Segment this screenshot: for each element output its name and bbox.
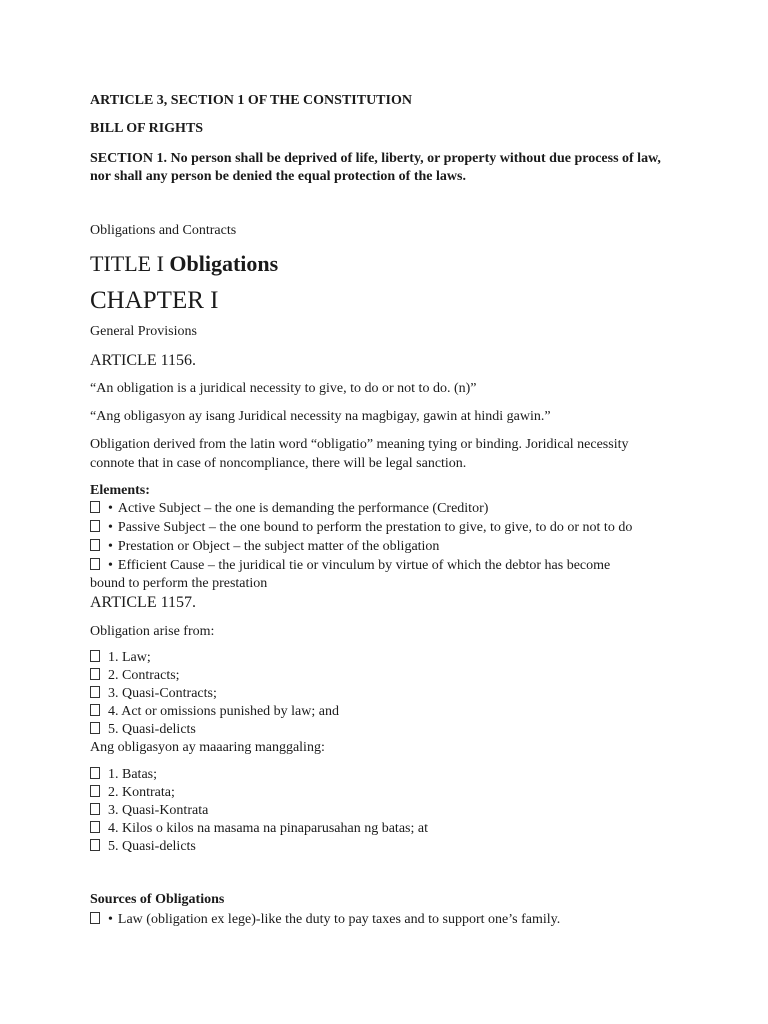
source-tl-item: [90, 820, 428, 838]
source-en-item: [90, 721, 196, 739]
missing-glyph-icon: [90, 501, 100, 513]
missing-glyph-icon: [90, 650, 100, 662]
missing-glyph-icon: [90, 520, 100, 532]
bullet-icon: •: [108, 558, 113, 573]
bullet-icon: •: [108, 520, 113, 535]
element-text: Active Subject – the one is demanding the performance (Creditor): [117, 501, 489, 516]
source-text: 1. Batas;: [108, 767, 157, 782]
source-text: 4. Act or omissions punished by law; and: [108, 704, 339, 719]
article-1157-heading: ARTICLE 1157.: [90, 594, 196, 611]
missing-glyph-icon: [90, 785, 100, 797]
missing-glyph-icon: [90, 722, 100, 734]
element-item: [90, 519, 632, 537]
source-tl-item: [90, 802, 208, 820]
obligation-intro-tagalog: Ang obligasyon ay maaaring manggaling:: [90, 740, 325, 755]
source-text: 2. Kontrata;: [108, 785, 175, 800]
element-continuation: bound to perform the prestation: [90, 576, 268, 591]
obligation-intro: Obligation arise from:: [90, 624, 215, 639]
source-text: 5. Quasi-delicts: [108, 722, 196, 737]
topic-label: Obligations and Contracts: [90, 223, 237, 238]
element-text: Prestation or Object – the subject matter of the obligation: [117, 539, 440, 554]
missing-glyph-icon: [90, 686, 100, 698]
missing-glyph-icon: [90, 558, 100, 570]
elements-heading: Elements:: [90, 483, 150, 498]
missing-glyph-icon: [90, 912, 100, 924]
article3-heading: ARTICLE 3, SECTION 1 OF THE CONSTITUTION: [90, 93, 412, 108]
bullet-icon: •: [108, 912, 113, 927]
element-text: Efficient Cause – the juridical tie or vinculum by virtue of which the debtor has become: [117, 558, 611, 573]
sources-item-text: Law (obligation ex lege)-like the duty to pay taxes and to support one’s family.: [117, 912, 561, 927]
section1-line1: SECTION 1. No person shall be deprived of life, liberty, or property without due process of law,: [90, 151, 661, 166]
source-tl-item: [90, 766, 157, 784]
missing-glyph-icon: [90, 803, 100, 815]
definition-line1: Obligation derived from the latin word “obligatio” meaning tying or binding. Joridical necessity: [90, 437, 629, 452]
chapter-heading: CHAPTER I: [90, 287, 219, 314]
element-item: [90, 557, 610, 575]
sources-item: [90, 911, 560, 929]
missing-glyph-icon: [90, 668, 100, 680]
quote-tagalog: “Ang obligasyon ay isang Juridical necessity na magbigay, gawin at hindi gawin.”: [90, 409, 551, 424]
definition-line2: connote that in case of noncompliance, there will be legal sanction.: [90, 456, 467, 471]
sources-heading: Sources of Obligations: [90, 892, 225, 907]
general-provisions: General Provisions: [90, 324, 197, 339]
source-text: 2. Contracts;: [108, 668, 180, 683]
source-en-item: [90, 685, 217, 703]
bullet-icon: •: [108, 501, 113, 516]
title-bold: Obligations: [169, 251, 279, 276]
source-text: 4. Kilos o kilos na masama na pinaparusahan ng batas; at: [108, 821, 428, 836]
missing-glyph-icon: [90, 767, 100, 779]
article-1156-heading: ARTICLE 1156.: [90, 352, 196, 369]
quote-english: “An obligation is a juridical necessity to give, to do or not to do. (n)”: [90, 381, 477, 396]
missing-glyph-icon: [90, 539, 100, 551]
bill-of-rights-heading: BILL OF RIGHTS: [90, 121, 204, 136]
missing-glyph-icon: [90, 839, 100, 851]
title-prefix: TITLE I: [90, 251, 170, 276]
section1-line2: nor shall any person be denied the equal protection of the laws.: [90, 169, 466, 184]
source-en-item: [90, 649, 151, 667]
element-item: [90, 538, 439, 556]
bullet-icon: •: [108, 539, 113, 554]
title-heading: [90, 251, 278, 277]
source-text: 5. Quasi-delicts: [108, 839, 196, 854]
source-tl-item: [90, 784, 175, 802]
missing-glyph-icon: [90, 821, 100, 833]
source-tl-item: [90, 838, 196, 856]
source-text: 3. Quasi-Kontrata: [108, 803, 209, 818]
source-en-item: [90, 703, 339, 721]
source-text: 3. Quasi-Contracts;: [108, 686, 217, 701]
source-text: 1. Law;: [108, 650, 151, 665]
element-item: [90, 500, 488, 518]
missing-glyph-icon: [90, 704, 100, 716]
element-text: Passive Subject – the one bound to perform the prestation to give, to give, to do or not to do: [117, 520, 633, 535]
source-en-item: [90, 667, 180, 685]
